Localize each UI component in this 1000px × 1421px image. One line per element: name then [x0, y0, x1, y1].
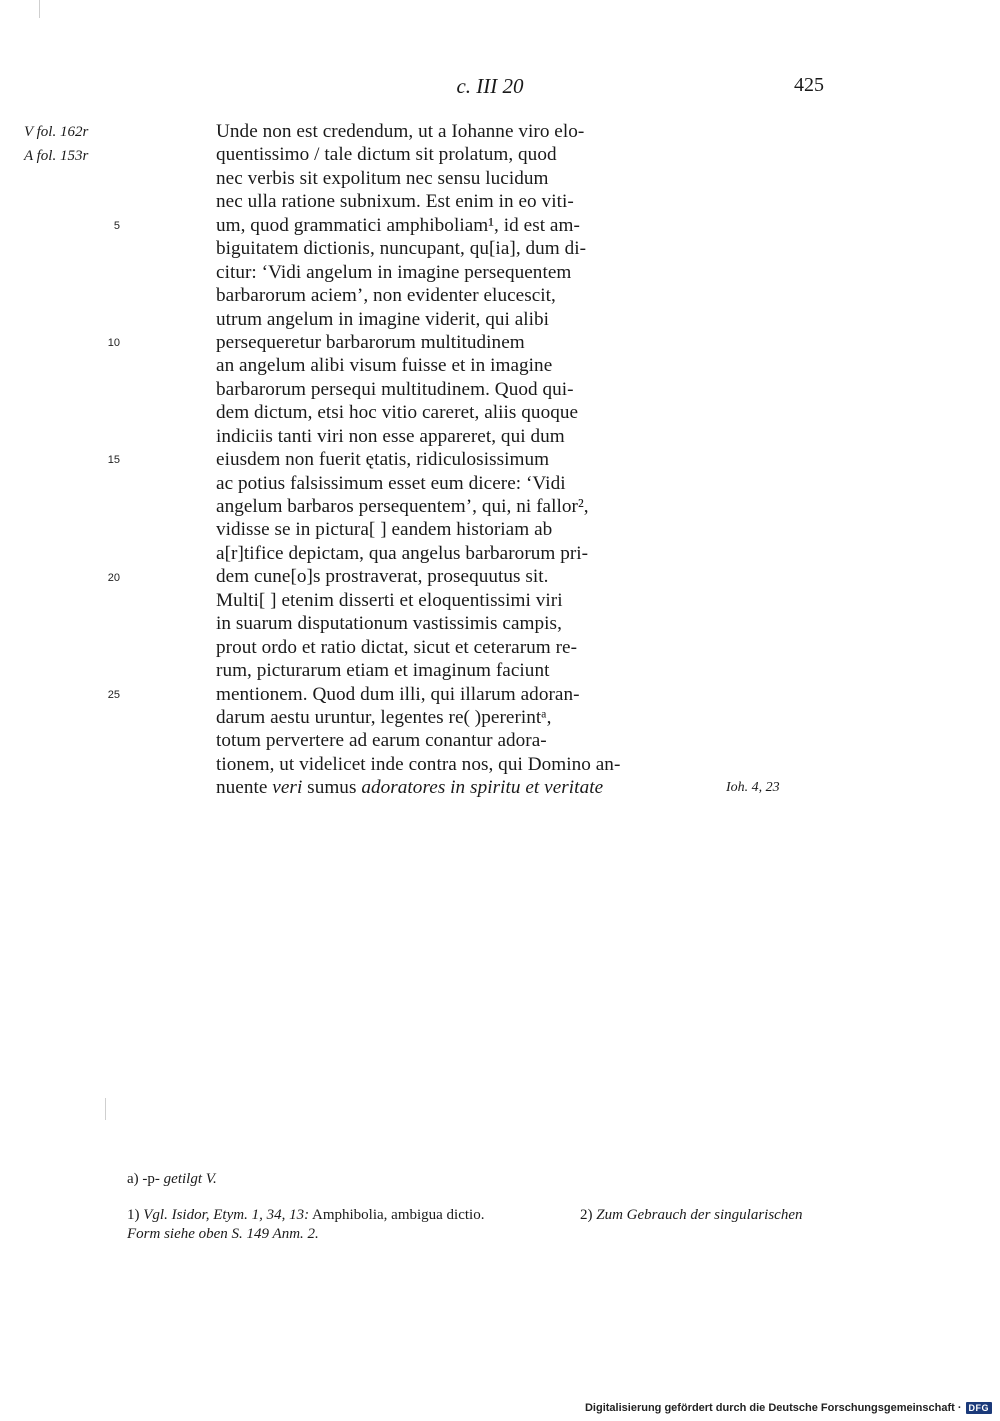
line-number: 15 — [107, 454, 120, 466]
text-line: ac potius falsissimum esset eum dicere: ‘Vidi — [216, 472, 566, 494]
text-line: um, quod grammatici amphiboliam¹, id est am- — [216, 214, 580, 236]
note-italic: Vgl. Isidor, Etym. 1, 34, 13: — [143, 1207, 310, 1223]
text-line: totum pervertere ad earum conantur adora- — [216, 730, 547, 752]
note-italic: Zum Gebrauch der singularischen — [596, 1207, 803, 1223]
manuscript-ref-a: A fol. 153r — [24, 148, 89, 164]
note-italic: getilgt V. — [163, 1171, 217, 1187]
text-line: citur: ‘Vidi angelum in imagine persequentem — [216, 261, 572, 283]
text-line: rum, picturarum etiam et imaginum faciunt — [216, 660, 550, 682]
text-line: nec ulla ratione subnixum. Est enim in eo viti- — [216, 191, 574, 213]
note-text: Amphibolia, ambigua dictio. — [309, 1207, 485, 1223]
text-segment: sumus — [302, 777, 362, 799]
text-line: barbarorum persequi multitudinem. Quod qui- — [216, 378, 574, 400]
bible-reference: Ioh. 4, 23 — [726, 780, 780, 795]
text-line: persequeretur barbarorum multitudinem — [216, 331, 525, 353]
note-label: a) -p- — [127, 1171, 164, 1187]
text-line: biguitatem dictionis, nuncupant, qu[ia], dum di- — [216, 238, 587, 260]
line-number: 20 — [107, 572, 120, 584]
running-title: c. III 20 — [456, 74, 524, 98]
text-line: mentionem. Quod dum illi, qui illarum adoran- — [216, 683, 580, 705]
text-line: an angelum alibi visum fuisse et in imagine — [216, 355, 553, 377]
text-line: darum aestu uruntur, legentes re( )pererintᵃ, — [216, 706, 552, 728]
text-line: barbarorum aciem’, non evidenter elucescit, — [216, 285, 556, 307]
apparatus-note-a — [127, 1170, 217, 1189]
footnote-1 — [127, 1206, 484, 1225]
text-line: tionem, ut videlicet inde contra nos, qui Domino an- — [216, 753, 621, 775]
text-line: a[r]tifice depictam, qua angelus barbarorum pri- — [216, 542, 589, 564]
text-line: in suarum disputationum vastissimis campis, — [216, 613, 562, 635]
text-line: nec verbis sit expolitum nec sensu lucidum — [216, 167, 549, 189]
text-line-last — [216, 776, 686, 799]
text-line: quentissimo / tale dictum sit prolatum, quod — [216, 144, 557, 166]
manuscript-ref-v: V fol. 162r — [24, 124, 89, 140]
scan-edge-mark — [39, 0, 40, 18]
line-number: 10 — [107, 337, 120, 349]
text-line: Unde non est credendum, ut a Iohanne viro elo- — [216, 121, 585, 142]
text-line: dem cune[o]s prostraverat, prosequutus sit. — [216, 566, 549, 588]
dfg-logo-icon: DFG — [966, 1402, 993, 1414]
digitization-banner — [585, 1402, 992, 1414]
line-number: 25 — [107, 689, 120, 701]
text-line: Multi[ ] etenim disserti et eloquentissimi viri — [216, 589, 563, 611]
note-label: 1) — [127, 1207, 144, 1223]
text-segment-italic: veri — [272, 777, 303, 799]
text-line: eiusdem non fuerit ętatis, ridiculosissimum — [216, 449, 550, 471]
text-line: vidisse se in pictura[ ] eandem historiam ab — [216, 519, 553, 541]
banner-text: Digitalisierung gefördert durch die Deutsche Forschungsgemeinschaft · — [584, 1402, 962, 1414]
footnote-2-continuation: Form siehe oben S. 149 Anm. 2. — [127, 1226, 319, 1242]
line-number: 5 — [113, 220, 120, 232]
footnote-2 — [580, 1206, 803, 1225]
text-line: prout ordo et ratio dictat, sicut et ceterarum re- — [216, 636, 578, 658]
text-segment-italic: adoratores in spiritu et veritate — [361, 777, 604, 799]
text-line: utrum angelum in imagine viderit, qui alibi — [216, 308, 550, 330]
page-number: 425 — [794, 74, 824, 96]
text-line: indiciis tanti viri non esse appareret, qui dum — [216, 425, 565, 447]
main-text-block — [216, 120, 686, 800]
note-label: 2) — [580, 1207, 597, 1223]
text-line: angelum barbaros persequentem’, qui, ni fallor², — [216, 496, 589, 517]
text-segment: nuente — [216, 777, 273, 799]
scan-edge-mark — [105, 1098, 106, 1120]
text-line: dem dictum, etsi hoc vitio careret, aliis quoque — [216, 402, 579, 424]
